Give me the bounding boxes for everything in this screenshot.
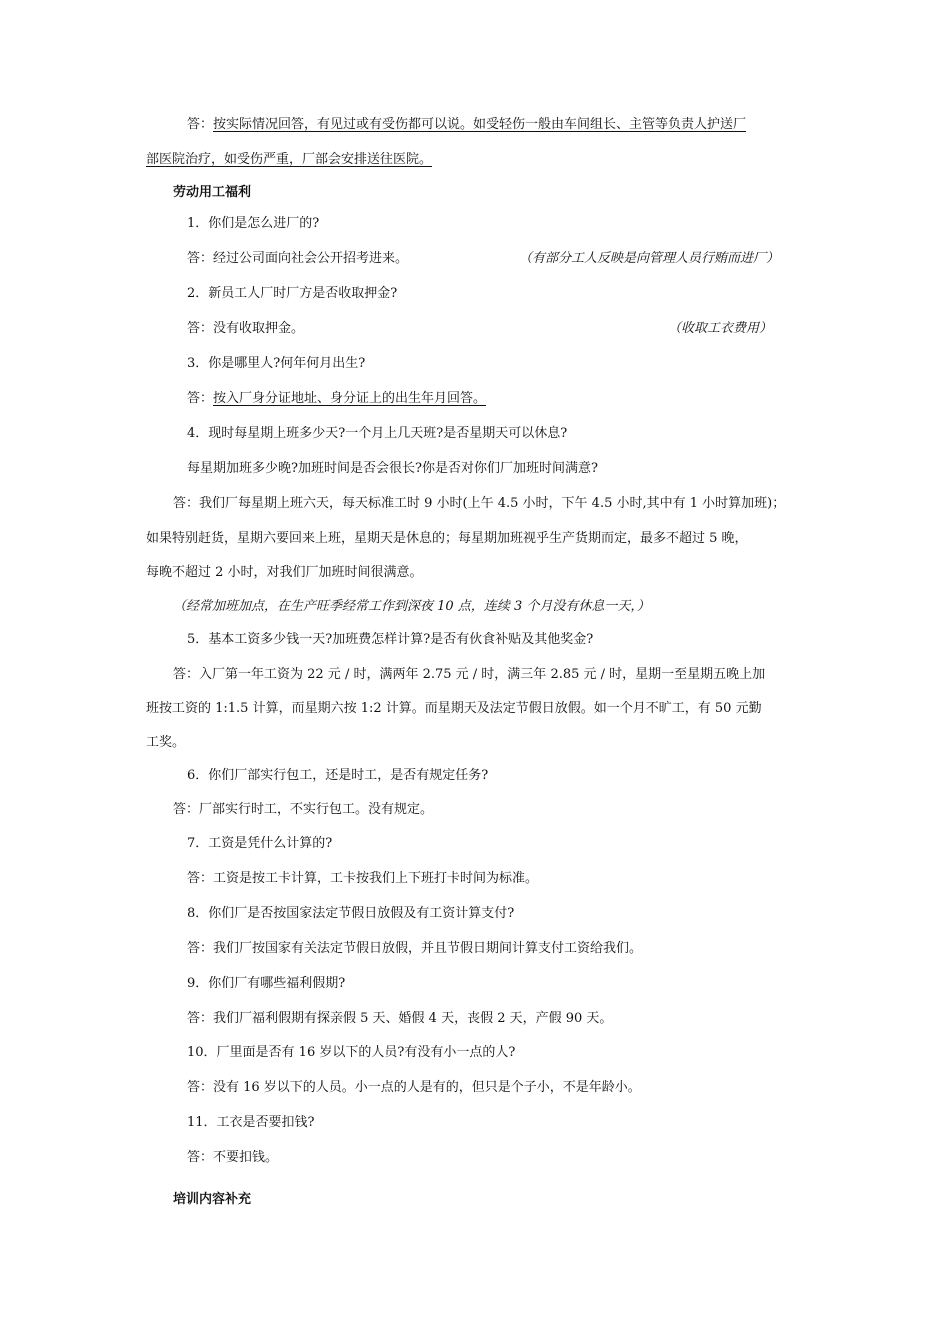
answer-4-line2: 如果特别赶货，星期六要回来上班，星期天是休息的；每星期加班视乎生产货期而定，最多不超过 5 晚， xyxy=(146,531,748,546)
answer-1-note: （有部分工人反映是向管理人员行贿而进厂） xyxy=(519,251,780,266)
answer-7: 答：工资是按工卡计算，工卡按我们上下班打卡时间为标准。 xyxy=(187,871,539,886)
question-6: 6．你们厂部实行包工，还是时工，是否有规定任务? xyxy=(187,768,489,783)
question-10: 10．厂里面是否有 16 岁以下的人员?有没有小一点的人? xyxy=(187,1045,516,1060)
answer-8: 答：我们厂按国家有关法定节假日放假，并且节假日期间计算支付工资给我们。 xyxy=(187,941,643,956)
answer-1: 答：经过公司面向社会公开招考进来。 xyxy=(187,251,409,266)
answer-4-line3: 每晚不超过 2 小时，对我们厂加班时间很满意。 xyxy=(146,565,423,580)
answer-11: 答：不要扣钱。 xyxy=(187,1150,279,1165)
answer-9: 答：我们厂福利假期有探亲假 5 天、婚假 4 天，丧假 2 天，产假 90 天。 xyxy=(187,1011,613,1026)
answer-2: 答：没有收取押金。 xyxy=(187,321,305,336)
section-heading-training: 培训内容补充 xyxy=(173,1192,252,1207)
question-5: 5．基本工资多少钱一天?加班费怎样计算?是否有伙食补贴及其他奖金? xyxy=(187,632,594,647)
question-4-line2: 每星期加班多少晚?加班时间是否会很长?你是否对你们厂加班时间满意? xyxy=(187,461,598,476)
intro-answer-line1 xyxy=(187,116,746,134)
answer-5-line3: 工奖。 xyxy=(146,735,186,750)
question-9: 9．你们厂有哪些福利假期? xyxy=(187,976,346,991)
answer-5-line2: 班按工资的 1:1.5 计算，而星期六按 1:2 计算。而星期天及法定节假日放假。如一个月不旷工，有 50 元勤 xyxy=(146,701,762,716)
answer-2-note: （收取工衣费用） xyxy=(668,321,773,336)
section-heading-labor: 劳动用工福利 xyxy=(173,185,252,200)
answer-4-note: （经常加班加点，在生产旺季经常工作到深夜 10 点，连续 3 个月没有休息一天，） xyxy=(173,599,650,614)
question-2: 2．新员工人厂时厂方是否收取押金? xyxy=(187,286,398,301)
question-7: 7．工资是凭什么计算的? xyxy=(187,836,333,851)
answer-prefix: 答： xyxy=(187,391,214,406)
answer-10: 答：没有 16 岁以下的人员。小一点的人是有的，但只是个子小，不是年龄小。 xyxy=(187,1080,641,1095)
question-1: 1．你们是怎么进厂的? xyxy=(187,216,320,231)
answer-4-line1: 答：我们厂每星期上班六天，每天标准工时 9 小时(上午 4.5 小时，下午 4.5 小时,其中有 1 小时算加班)； xyxy=(173,496,786,511)
question-11: 11．工衣是否要扣钱? xyxy=(187,1115,315,1130)
answer-5-line1: 答：入厂第一年工资为 22 元 / 时，满两年 2.75 元 / 时，满三年 2.85 元 / 时，星期一至星期五晚上加 xyxy=(173,667,766,682)
answer-prefix: 答： xyxy=(187,117,214,132)
question-8: 8．你们厂是否按国家法定节假日放假及有工资计算支付? xyxy=(187,906,515,921)
question-4-line1: 4．现时每星期上班多少天?一个月上几天班?是否星期天可以休息? xyxy=(187,426,568,441)
answer-text: 按入厂身分证地址、身分证上的出生年月回答。 xyxy=(213,391,487,406)
answer-6: 答：厂部实行时工，不实行包工。没有规定。 xyxy=(173,802,434,817)
answer-text: 按实际情况回答，有见过或有受伤都可以说。如受轻伤一般由车间组长、主管等负责人护送厂 xyxy=(213,117,747,132)
question-3: 3．你是哪里人?何年何月出生? xyxy=(187,356,366,371)
intro-answer-line2: 部医院治疗，如受伤严重，厂部会安排送往医院。 xyxy=(146,152,433,167)
answer-3 xyxy=(187,390,486,408)
